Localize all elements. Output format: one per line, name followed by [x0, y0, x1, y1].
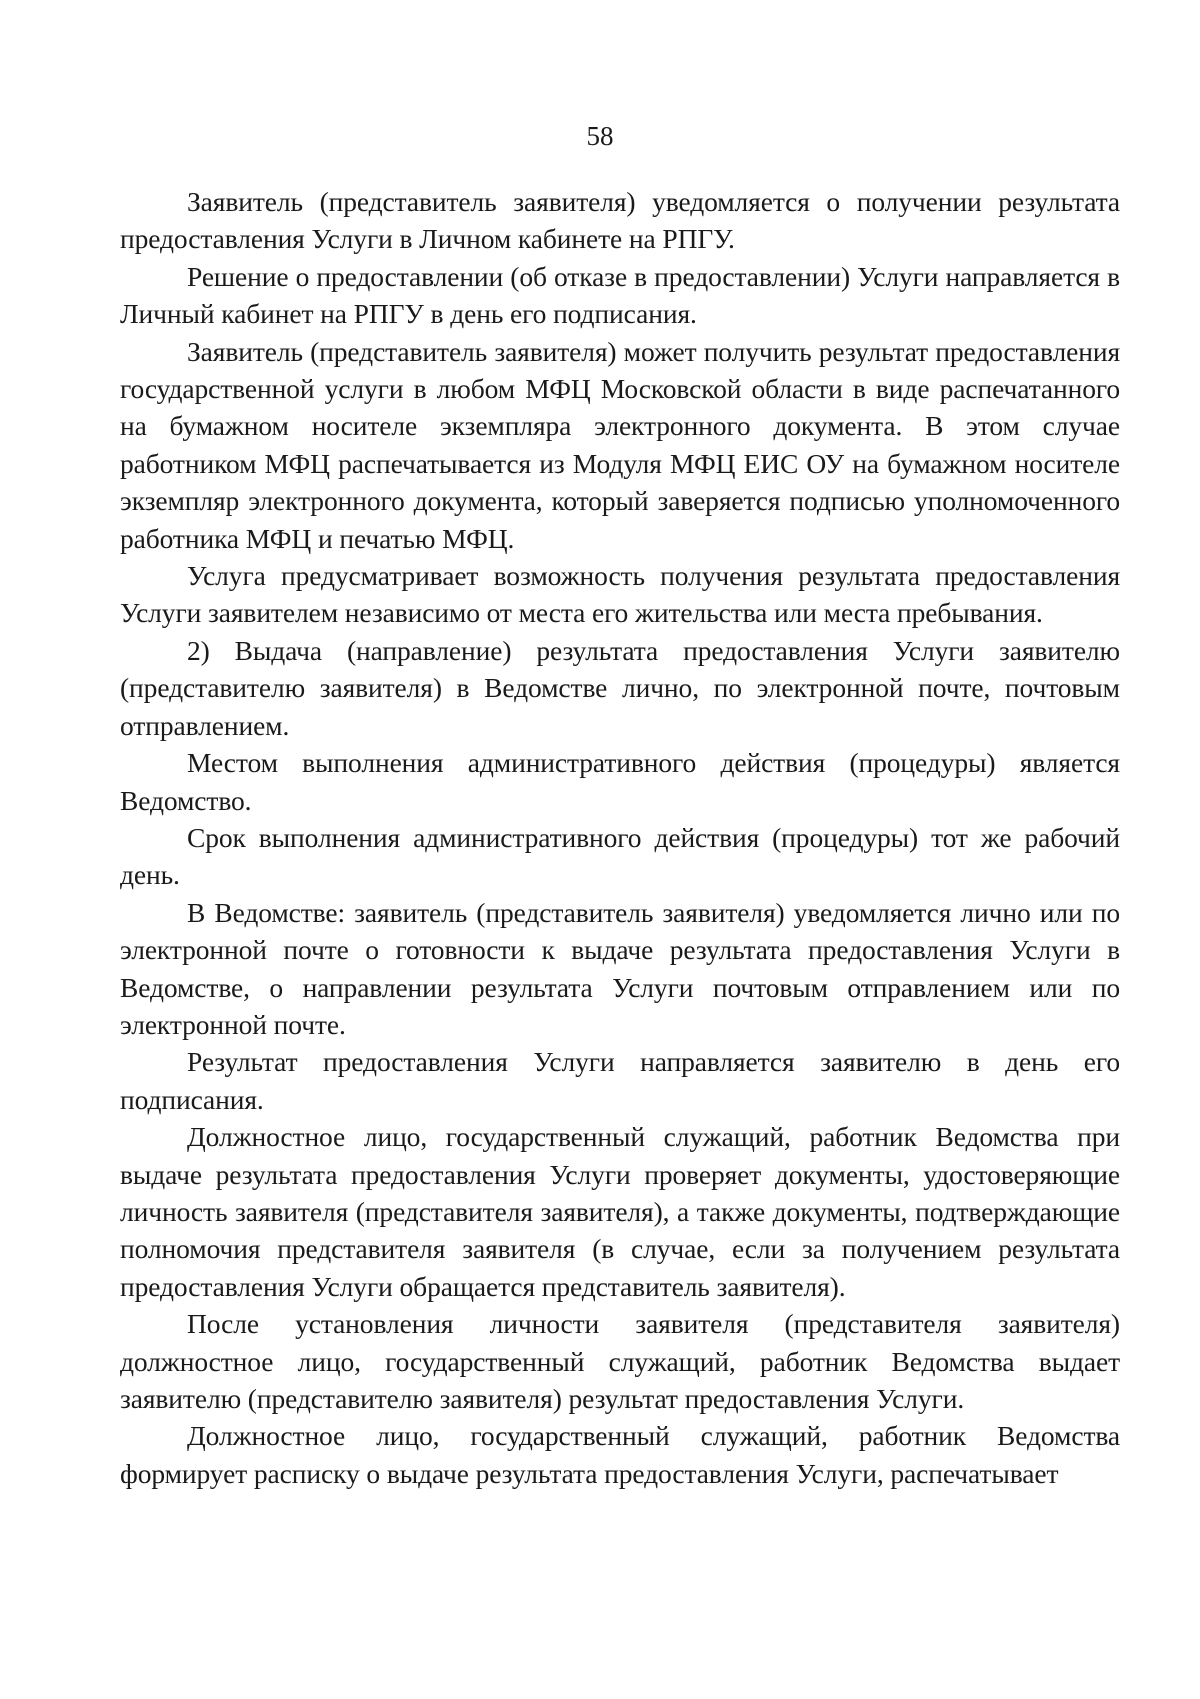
body-text — [120, 183, 1120, 1492]
paragraph-6: Местом выполнения административного действия (процедуры) является Ведомство. — [120, 747, 1120, 816]
paragraph-12: Должностное лицо, государственный служащий, работник Ведомства формирует расписку о выдаче результата предоставления Услуги, распечатывает — [120, 1420, 1120, 1489]
paragraph-4: Услуга предусматривает возможность получения результата предоставления Услуги заявителем независимо от места его жительства или места пребывания. — [120, 560, 1120, 629]
paragraph-3: Заявитель (представитель заявителя) может получить результат предоставления государственной услуги в любом МФЦ Московской области в виде распечатанного на бумажном носителе экземпляра электронного документа. В этом случае работником МФЦ распечатывается из Модуля МФЦ ЕИС ОУ на бумажном носителе экземпляр электронного документа, который заверяется подписью уполномоченного работника МФЦ и печатью МФЦ. — [120, 335, 1120, 554]
paragraph-10: Должностное лицо, государственный служащий, работник Ведомства при выдаче результата предоставления Услуги проверяет документы, удостоверяющие личность заявителя (представителя заявителя), а также документы, подтверждающие полномочия представителя заявителя (в случае, если за получением результата предоставления Услуги обращается представитель заявителя). — [120, 1121, 1120, 1302]
paragraph-7: Срок выполнения административного действия (процедуры) тот же рабочий день. — [120, 821, 1120, 891]
paragraph-9: Результат предоставления Услуги направляется заявителю в день его подписания. — [120, 1046, 1120, 1115]
paragraph-2: Решение о предоставлении (об отказе в предоставлении) Услуги направляется в Личный кабинет на РПГУ в день его подписания. — [120, 260, 1120, 330]
paragraph-1: Заявитель (представитель заявителя) уведомляется о получении результата предоставления Услуги в Личном кабинете на РПГУ. — [120, 186, 1120, 255]
paragraph-5: 2) Выдача (направление) результата предоставления Услуги заявителю (представителю заявителя) в Ведомстве лично, по электронной почте, почтовым отправлением. — [120, 634, 1120, 741]
paragraph-11: После установления личности заявителя (представителя заявителя) должностное лицо, государственный служащий, работник Ведомства выдает заявителю (представителю заявителя) результат предоставления Услуги. — [120, 1308, 1120, 1414]
page-number: 58 — [586, 121, 614, 151]
paragraph-8: В Ведомстве: заявитель (представитель заявителя) уведомляется лично или по электронной почте о готовности к выдаче результата предоставления Услуги в Ведомстве, о направлении результата Услуги почтовым отправлением или по электронной почте. — [120, 896, 1120, 1040]
